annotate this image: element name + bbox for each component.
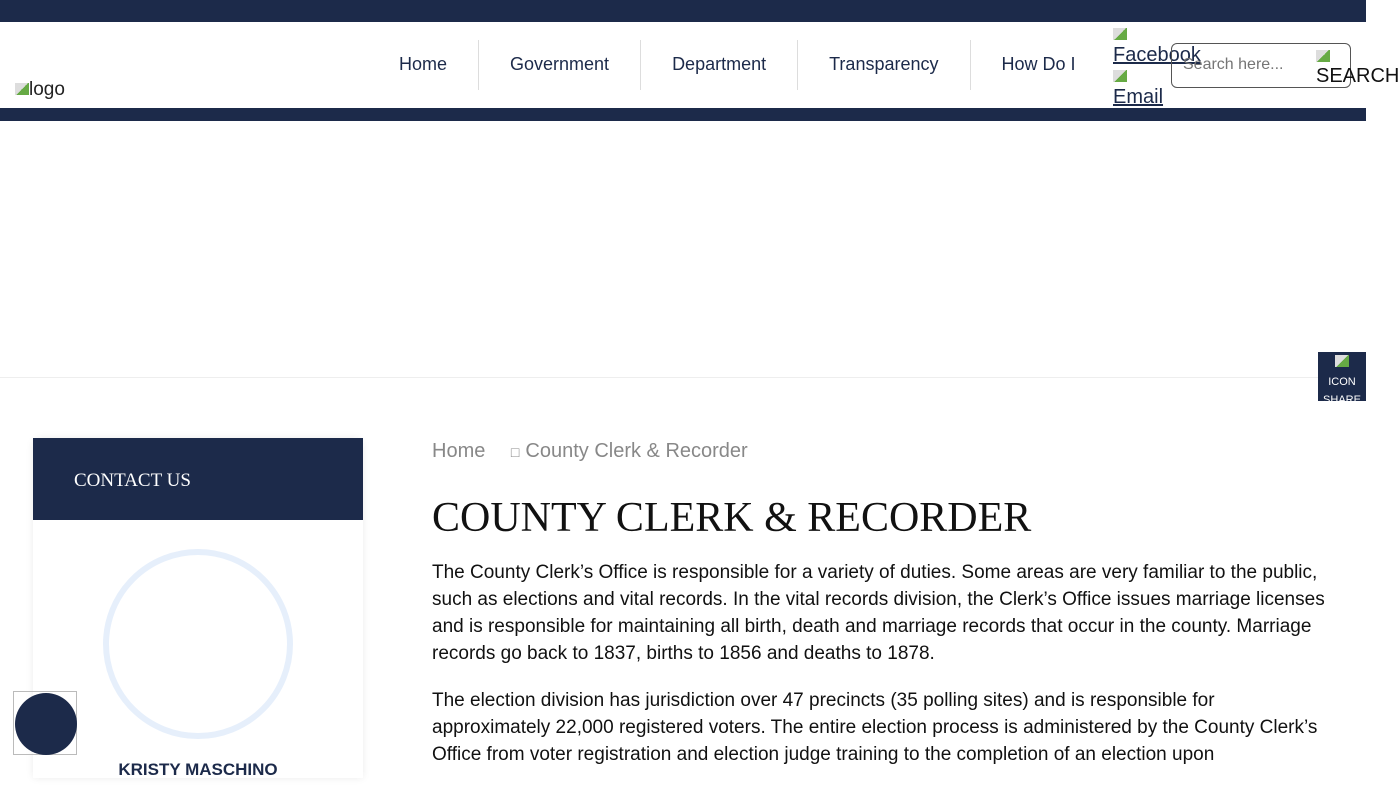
- nav-transparency[interactable]: Transparency: [798, 40, 970, 90]
- broken-image-icon: [15, 83, 29, 95]
- search-icon: [1316, 50, 1330, 62]
- facebook-icon: [1113, 28, 1127, 40]
- page-content: [432, 559, 1332, 788]
- hero-banner: [0, 121, 1366, 378]
- facebook-link[interactable]: Facebook: [1113, 44, 1201, 66]
- logo-alt: logo: [29, 79, 65, 100]
- contact-title: CONTACT US: [33, 438, 363, 520]
- paragraph: The County Clerk’s Office is responsible for a variety of duties. Some areas are very familiar to the public, such as elections and vital records. In the vital records division, the Clerk’s Office issues marriage licenses and is responsible for maintaining all birth, death and marriage records that occur in the county. Marriage records go back to 1837, births to 1856 and deaths to 1878.: [432, 562, 1325, 664]
- logo[interactable]: [15, 79, 65, 101]
- nav-department[interactable]: Department: [641, 40, 798, 90]
- nav-home[interactable]: Home: [368, 40, 479, 90]
- email-icon: [1113, 70, 1127, 82]
- share-button[interactable]: [1318, 352, 1366, 406]
- share-label-2: SHARE: [1323, 394, 1361, 406]
- search-button[interactable]: [1316, 46, 1399, 87]
- breadcrumb-current: County Clerk & Recorder: [525, 440, 748, 462]
- page-title: COUNTY CLERK & RECORDER: [432, 495, 1032, 541]
- contact-name: KRISTY MASCHINO: [118, 760, 278, 779]
- social-links: [1113, 24, 1201, 108]
- accessibility-icon: [15, 693, 77, 755]
- share-label-1: ICON: [1328, 376, 1356, 388]
- nav-government[interactable]: Government: [479, 40, 641, 90]
- site-header: [0, 22, 1399, 108]
- share-icon: [1335, 355, 1349, 367]
- header-bottom-bar: [0, 108, 1366, 121]
- contact-card: [33, 438, 363, 778]
- main-nav: [368, 40, 1107, 90]
- paragraph: The election division has jurisdiction over 47 precincts (35 polling sites) and is responsible for approximately 22,000 registered voters. The entire election process is administered by the County Clerk’s Office from voter registration and election judge training to the completion of an election upon: [432, 690, 1318, 765]
- accessibility-button[interactable]: [13, 691, 77, 755]
- search-button-label: SEARCH: [1316, 65, 1399, 87]
- email-link[interactable]: Email: [1113, 86, 1164, 108]
- search-input[interactable]: [1183, 56, 1303, 74]
- top-bar: [0, 0, 1366, 22]
- breadcrumb-separator-icon: □: [510, 444, 520, 460]
- search-box: [1171, 43, 1399, 88]
- breadcrumb: [432, 440, 768, 463]
- contact-photo: [103, 549, 293, 739]
- breadcrumb-home[interactable]: Home: [432, 440, 486, 462]
- nav-how-do-i[interactable]: How Do I: [1001, 54, 1076, 74]
